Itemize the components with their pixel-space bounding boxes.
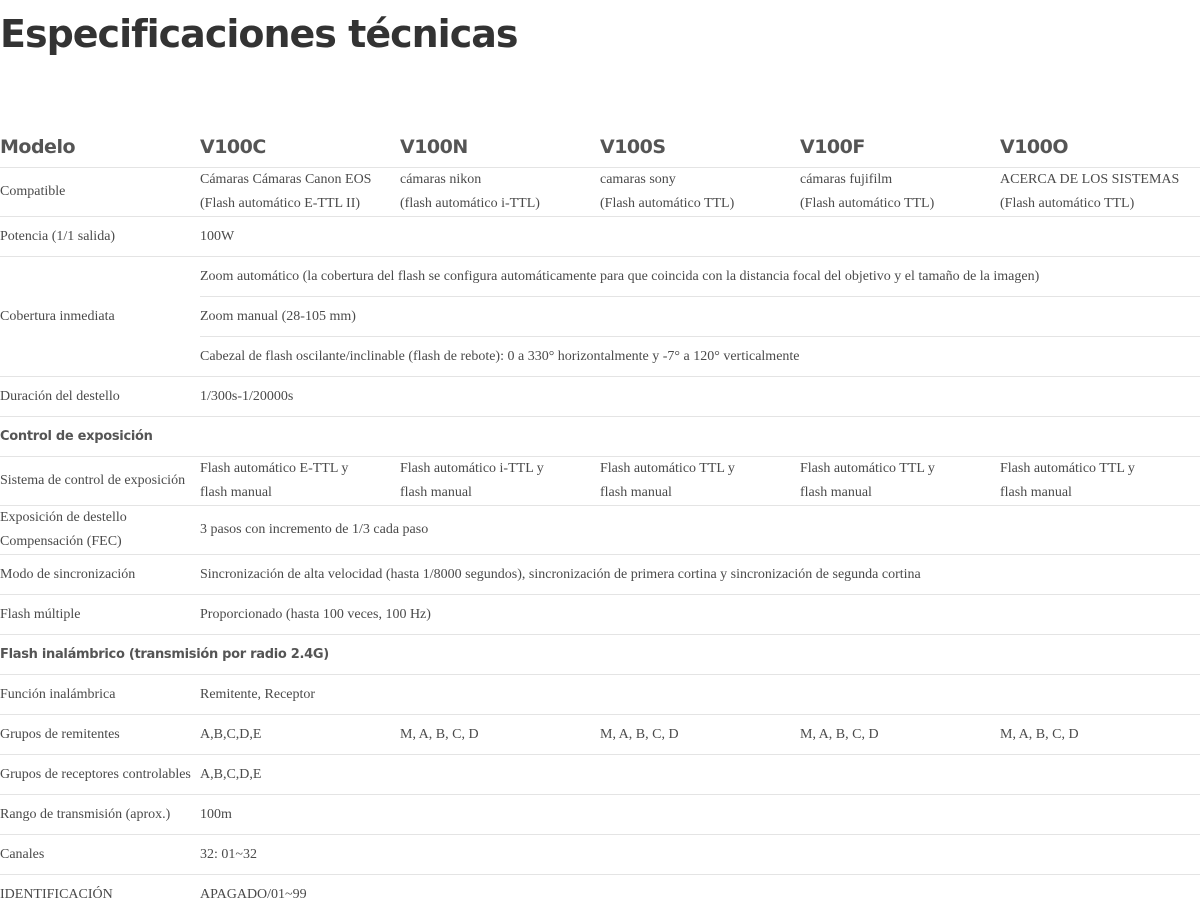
- table-cell: [200, 755, 1200, 794]
- cell-line: cámaras nikon: [400, 172, 482, 187]
- row-label-cell: [0, 715, 200, 754]
- table-row-sistema: [0, 457, 1200, 506]
- row-label: Exposición de destello: [0, 510, 127, 525]
- cell-line: (Flash automático E-TTL II): [200, 196, 361, 211]
- row-label-cell: [0, 675, 200, 714]
- table-cell: [200, 595, 1200, 634]
- table-cell: [1000, 168, 1200, 216]
- table-cell: [200, 168, 400, 216]
- cell-line: flash manual: [1000, 485, 1072, 500]
- table-row-grupos-receptores: [0, 755, 1200, 795]
- table-cell: [400, 715, 600, 754]
- table-cell: [200, 715, 400, 754]
- cell-line: flash manual: [400, 485, 472, 500]
- row-label: Canales: [0, 846, 45, 862]
- row-label-cell: [0, 457, 200, 505]
- row-label: Grupos de receptores controlables: [0, 766, 191, 782]
- row-label: IDENTIFICACIÓN: [0, 887, 113, 902]
- cell-line: flash manual: [800, 485, 872, 500]
- table-cell: [600, 457, 800, 505]
- table-row-canales: [0, 835, 1200, 875]
- cell-value: Proporcionado (hasta 100 veces, 100 Hz): [200, 606, 431, 622]
- table-cell: [400, 168, 600, 216]
- cell-value: A,B,C,D,E: [200, 766, 262, 782]
- section-row: [0, 635, 1200, 675]
- page-title: Especificaciones técnicas: [0, 12, 518, 56]
- model-name: V100F: [800, 136, 865, 158]
- cell-line: flash manual: [600, 485, 672, 500]
- table-cell: [600, 168, 800, 216]
- row-label: Rango de transmisión (aprox.): [0, 806, 171, 822]
- row-label: Flash múltiple: [0, 606, 81, 622]
- table-cell: [200, 506, 1200, 554]
- model-name: V100S: [600, 136, 666, 158]
- table-header-row: [0, 127, 1200, 168]
- section-cell: [0, 417, 1200, 456]
- table-row-identificacion: [0, 875, 1200, 915]
- cell-line: Flash automático TTL y: [1000, 461, 1135, 476]
- table-cell: [200, 217, 1200, 256]
- cell-value: Sincronización de alta velocidad (hasta 1/8000 segundos), sincronización de primera cortina y sincronización de segunda cortina: [200, 566, 921, 582]
- cell-line: ACERCA DE LOS SISTEMAS: [1000, 172, 1180, 187]
- cell-line: Flash automático TTL y: [600, 461, 735, 476]
- table-cell: [200, 835, 1200, 874]
- table-cell: [1000, 715, 1200, 754]
- row-label-cell: [0, 555, 200, 594]
- spec-table: [0, 127, 1200, 915]
- row-label-cell: [0, 168, 200, 216]
- row-label-cell: [0, 257, 200, 376]
- model-name: V100N: [400, 136, 468, 158]
- cell-value: 1/300s-1/20000s: [200, 388, 294, 404]
- cell-value: M, A, B, C, D: [1000, 726, 1079, 742]
- table-cell: [200, 377, 1200, 416]
- cell-line: Flash automático E-TTL y: [200, 461, 349, 476]
- table-row-sincronizacion: [0, 555, 1200, 595]
- table-cell: [200, 675, 1200, 714]
- section-cell: [0, 635, 1200, 674]
- section-heading: Flash inalámbrico (transmisión por radio 2.4G): [0, 647, 329, 662]
- cell-value: Remitente, Receptor: [200, 686, 316, 702]
- cell-value: Zoom automático (la cobertura del flash se configura automáticamente para que coincida con la distancia focal del objetivo y el tamaño de la imagen): [200, 268, 1040, 284]
- cell-line: Flash automático i-TTL y: [400, 461, 544, 476]
- table-cell: [200, 875, 1200, 915]
- row-label-cell: [0, 875, 200, 915]
- table-row-funcion: [0, 675, 1200, 715]
- table-row-rango: [0, 795, 1200, 835]
- row-label: Sistema de control de exposición: [0, 473, 186, 488]
- cell-value: APAGADO/01~99: [200, 887, 307, 902]
- table-cell: [800, 457, 1000, 505]
- sub-row: [200, 337, 1200, 376]
- cell-value: M, A, B, C, D: [600, 726, 679, 742]
- row-label: Potencia (1/1 salida): [0, 228, 116, 244]
- cell-line: (Flash automático TTL): [800, 196, 935, 211]
- cell-line: Flash automático TTL y: [800, 461, 935, 476]
- sub-row: [200, 297, 1200, 337]
- table-cell: [200, 795, 1200, 834]
- model-name: V100C: [200, 136, 266, 158]
- cell-line: (Flash automático TTL): [1000, 196, 1135, 211]
- cell-line: (Flash automático TTL): [600, 196, 735, 211]
- table-cell: [200, 555, 1200, 594]
- row-label-cell: [0, 835, 200, 874]
- table-row-cobertura: [0, 257, 1200, 377]
- header-cell-model: [200, 127, 400, 167]
- row-label: Modo de sincronización: [0, 566, 136, 582]
- table-row-fec: [0, 506, 1200, 555]
- cell-value: Cabezal de flash oscilante/inclinable (flash de rebote): 0 a 330° horizontalmente y -7° a 120° verticalmente: [200, 348, 800, 364]
- header-cell-model: [1000, 127, 1200, 167]
- model-name: V100O: [1000, 136, 1069, 158]
- section-heading: Control de exposición: [0, 429, 153, 444]
- table-row-potencia: [0, 217, 1200, 257]
- row-label: Grupos de remitentes: [0, 726, 120, 742]
- row-label: Cobertura inmediata: [0, 308, 115, 324]
- table-row-compatible: [0, 168, 1200, 217]
- cell-value: M, A, B, C, D: [800, 726, 879, 742]
- table-row-multiple: [0, 595, 1200, 635]
- row-label: Compatible: [0, 184, 66, 199]
- cell-value: A,B,C,D,E: [200, 726, 262, 742]
- cell-line: cámaras fujifilm: [800, 172, 893, 187]
- table-cell: [600, 715, 800, 754]
- cell-line: Cámaras Cámaras Canon EOS: [200, 172, 372, 187]
- table-cell: [400, 457, 600, 505]
- table-cell: [800, 168, 1000, 216]
- row-label-cell: [0, 506, 200, 554]
- cell-value: Zoom manual (28-105 mm): [200, 308, 356, 324]
- section-row: [0, 417, 1200, 457]
- row-label-cell: [0, 217, 200, 256]
- cell-value: 100m: [200, 806, 232, 822]
- header-label: Modelo: [0, 136, 76, 158]
- header-cell-model: [600, 127, 800, 167]
- table-row-duracion: [0, 377, 1200, 417]
- cell-value: 32: 01~32: [200, 846, 257, 862]
- row-label: Función inalámbrica: [0, 686, 116, 702]
- cell-line: (flash automático i-TTL): [400, 196, 540, 211]
- cell-value: 100W: [200, 228, 235, 244]
- row-label: Duración del destello: [0, 388, 120, 404]
- cell-value: M, A, B, C, D: [400, 726, 479, 742]
- row-label: Compensación (FEC): [0, 534, 122, 549]
- header-cell-model: [400, 127, 600, 167]
- table-cell: [200, 457, 400, 505]
- cell-line: flash manual: [200, 485, 272, 500]
- header-cell-model: [800, 127, 1000, 167]
- header-cell-label: [0, 127, 200, 167]
- row-label-cell: [0, 755, 200, 794]
- row-label-cell: [0, 595, 200, 634]
- row-label-cell: [0, 795, 200, 834]
- table-cell: [800, 715, 1000, 754]
- cell-value: 3 pasos con incremento de 1/3 cada paso: [200, 522, 429, 537]
- sub-row: [200, 257, 1200, 297]
- table-cell: [1000, 457, 1200, 505]
- table-row-grupos-remitentes: [0, 715, 1200, 755]
- cell-line: camaras sony: [600, 172, 676, 187]
- row-label-cell: [0, 377, 200, 416]
